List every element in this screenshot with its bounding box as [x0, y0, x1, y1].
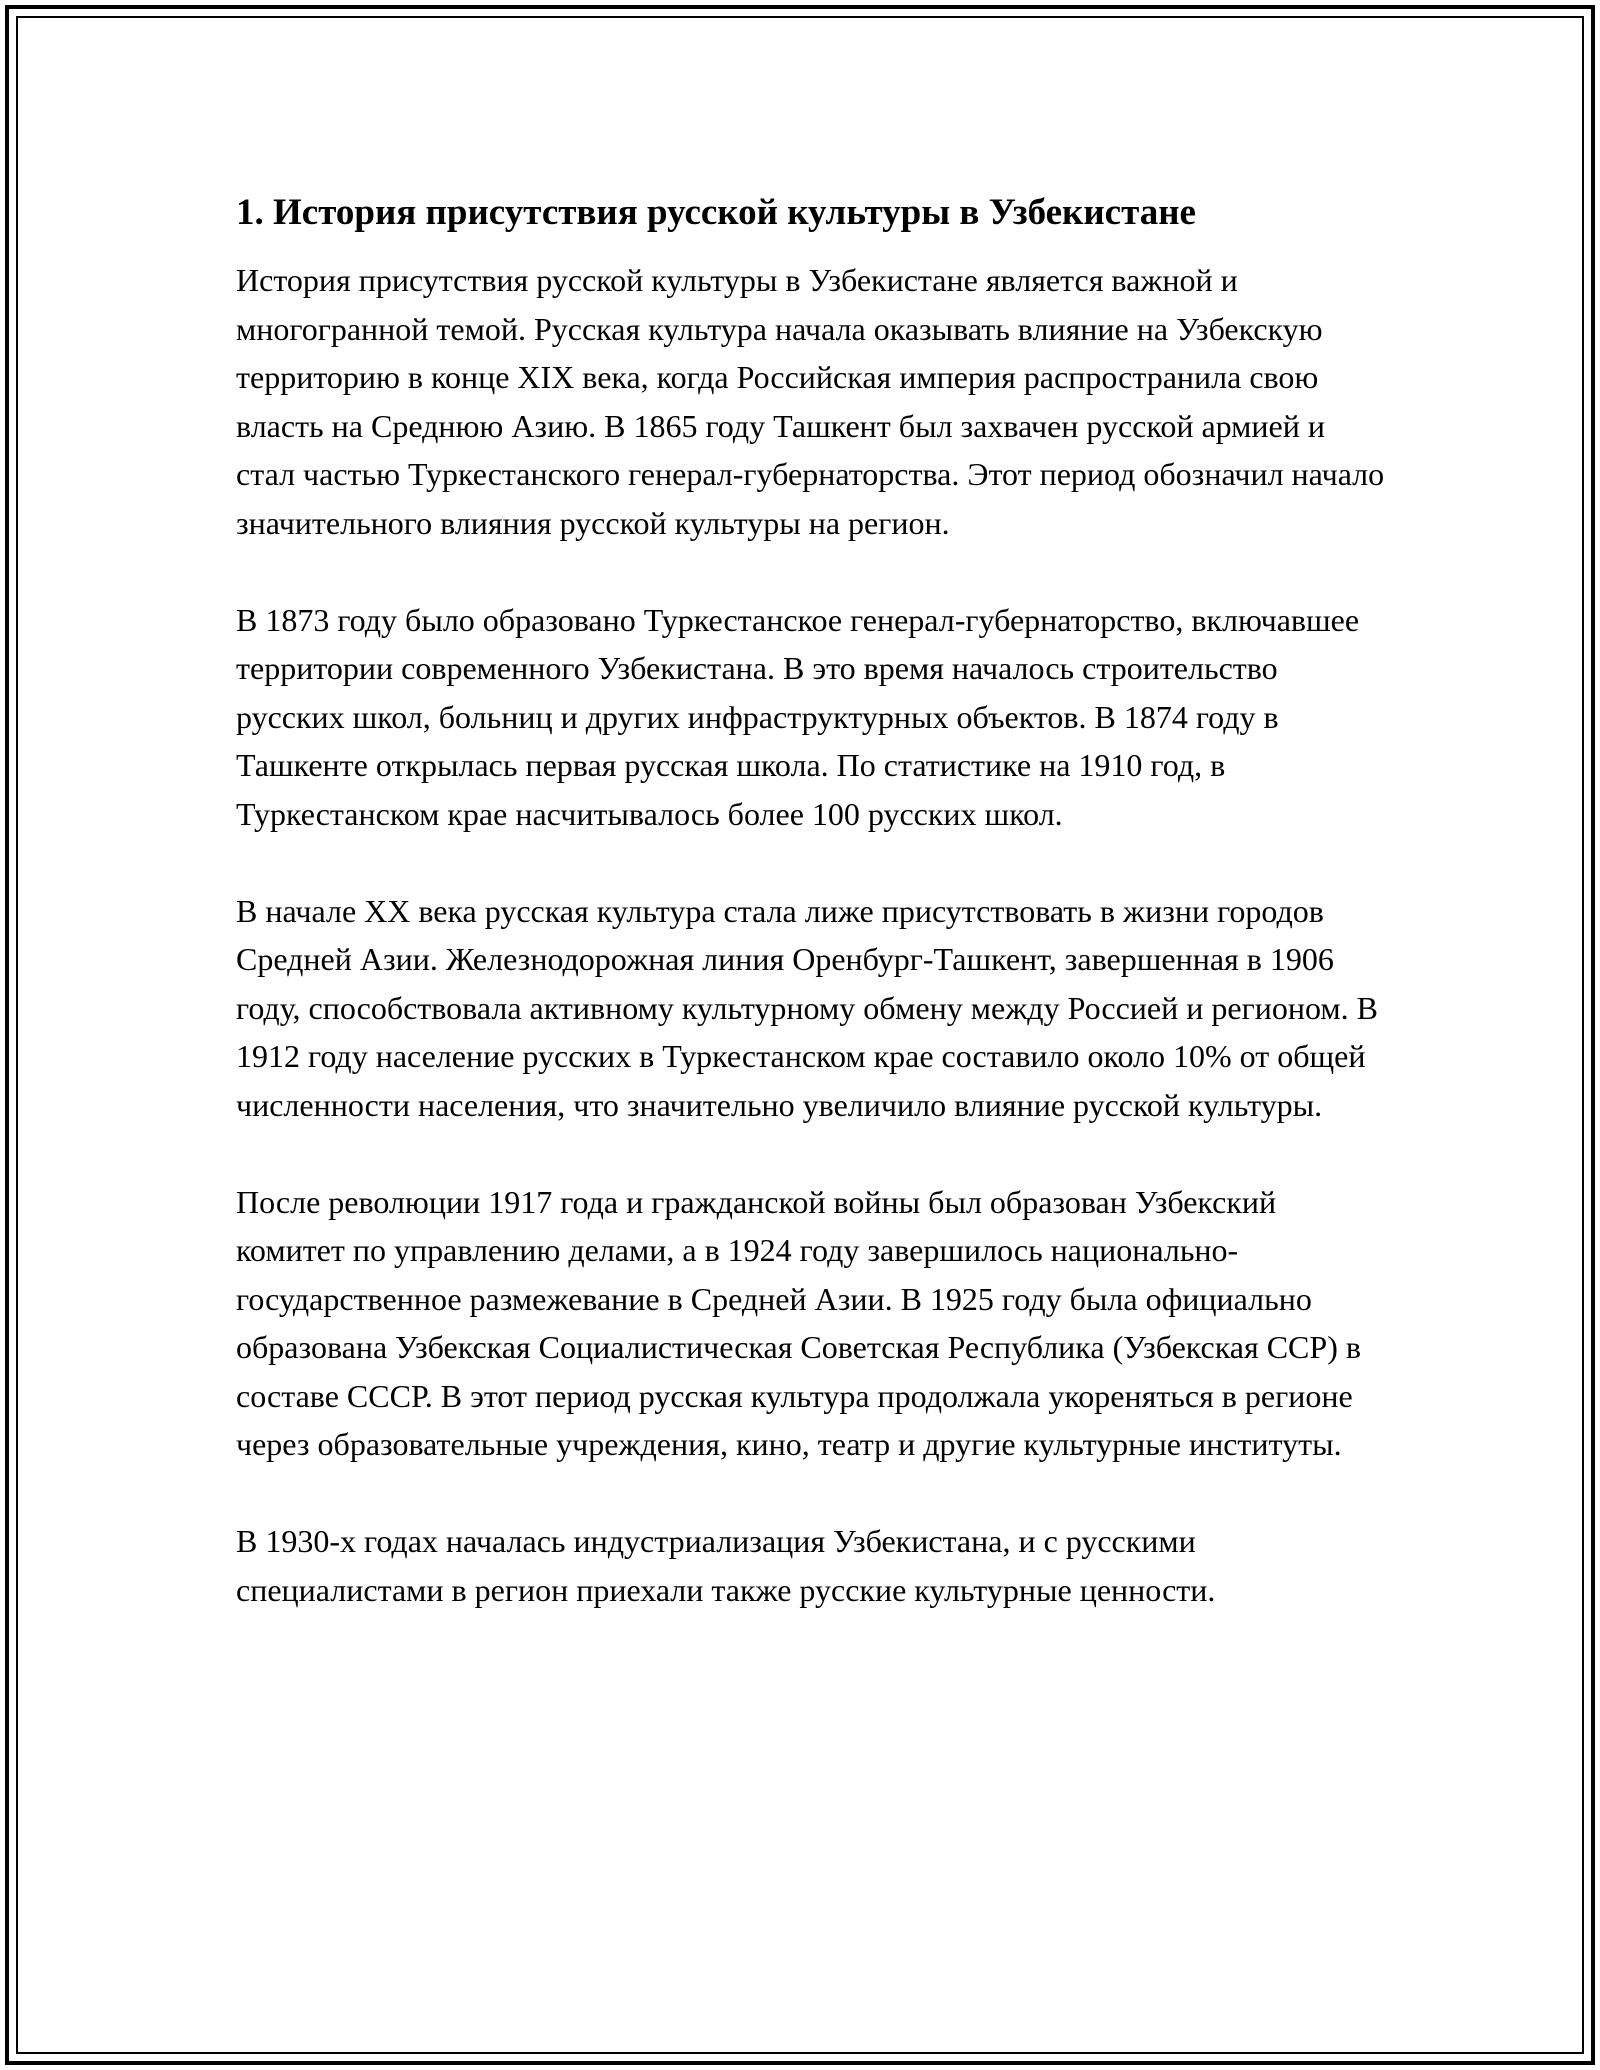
section-heading: 1. История присутствия русской культуры в Узбекистане [236, 192, 1196, 233]
document-body [236, 190, 1386, 1663]
paragraph-5: В 1930-х годах началась индустриализация Узбекистана, и с русскими специалистами в регион приехали также русские культурные ценности. [236, 1523, 1216, 1608]
paragraph-4: После революции 1917 года и гражданской войны был образован Узбекский комитет по управлению делами, а в 1924 году завершилось национально-государственное размежевание в Средней Азии. В 1925 году была официально образована Узбекская Социалистическая Советская Республика (Узбекская ССР) в составе СССР. В этот период русская культура продолжала укореняться в регионе через образовательные учреждения, кино, театр и другие культурные институты. [236, 1183, 1361, 1462]
paragraph-1: История присутствия русской культуры в Узбекистане является важной и многогранной темой. Русская культура начала оказывать влияние на Узбекскую территорию в конце XIX века, когда Российская империя распространила свою власть на Среднюю Азию. В 1865 году Ташкент был захвачен русской армией и стал частью Туркестанского генерал-губернаторства. Этот период обозначил начало значительного влияния русской культуры на регион. [236, 262, 1385, 541]
paragraph-3: В начале XX века русская культура стала лиже присутствовать в жизни городов Средней Азии. Железнодорожная линия Оренбург-Ташкент, завершенная в 1906 году, способствовала активному культурному обмену между Россией и регионом. В 1912 году население русских в Туркестанском крае составило около 10% от общей численности населения, что значительно увеличило влияние русской культуры. [236, 892, 1378, 1123]
paragraph-2: В 1873 году было образовано Туркестанское генерал-губернаторство, включавшее территории современного Узбекистана. В это время началось строительство русских школ, больниц и других инфраструктурных объектов. В 1874 году в Ташкенте открылась первая русская школа. По статистике на 1910 год, в Туркестанском крае насчитывалось более 100 русских школ. [236, 601, 1360, 832]
